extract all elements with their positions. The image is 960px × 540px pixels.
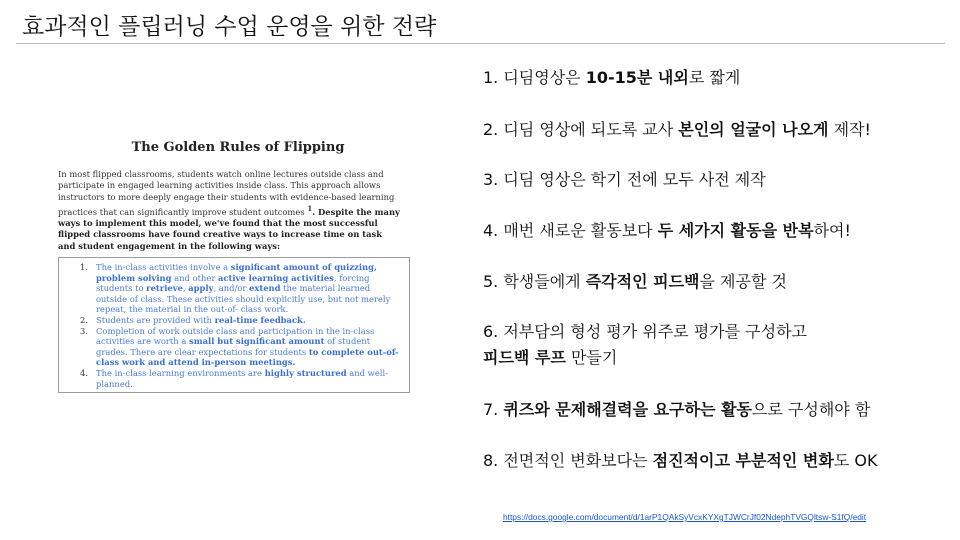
rule-text: , forcing students to [96,272,370,294]
rule-number: 2. [80,314,88,325]
item-emphasis: 두 세가지 활동을 반복 [657,221,814,240]
item-emphasis: 피드백 루프 [483,348,566,367]
strategy-item [483,118,871,142]
rule-item [77,315,403,326]
rule-item [77,326,403,368]
item-text: 4. 매번 새로운 활동보다 [483,221,658,240]
rule-text: of student grades. There are clear expectations for students [96,336,371,357]
item-text: 5. 학생들에게 [483,272,586,291]
strategy-item [483,320,807,344]
item-text: 7. [483,400,504,419]
item-text: 1. 디딤영상은 [483,68,586,87]
item-emphasis: 점진적이고 부분적인 변화 [652,451,834,470]
rule-emphasis: apply [188,283,214,294]
rule-text: Students are provided with [96,314,215,325]
intro-bold: ways to implement this model, we've found that the most successful [58,217,378,228]
item-emphasis: 퀴즈와 문제해결력을 요구하는 활동 [503,400,752,419]
document-excerpt [58,140,418,389]
rule-number: 4. [80,367,88,378]
item-text: 3. 디딤 영상은 학기 전에 모두 사전 제작 [483,170,766,189]
item-text: 하여! [813,221,851,240]
rule-emphasis: active learning activities [217,272,334,283]
rule-emphasis: to complete out-of-class work and attend in-person meetings. [96,346,399,368]
rule-text: and well-planned. [96,367,388,389]
strategy-item [483,398,870,422]
intro-line: instructors to more deeply engage their students with evidence-based learning [58,191,395,202]
slide-title: 효과적인 플립러닝 수업 운영을 위한 전략 [22,14,437,40]
item-text: 8. 전면적인 변화보다는 [483,451,653,470]
item-text: 제작! [828,120,871,139]
item-text: 을 제공할 것 [699,272,787,291]
rule-text: , [182,283,189,294]
strategy-item [483,219,851,243]
rule-emphasis: small but significant amount [189,336,325,347]
rule-text: The in-class learning environments are [96,367,265,378]
rule-text: the material learned outside of class. These activities should explicitly use, but not merely repeat, the material in the out-of- class work. [96,283,391,315]
item-text: 으로 구성해야 함 [751,400,871,419]
document-intro [58,169,418,252]
footnote-marker: 1 [307,203,313,213]
intro-line: participate in engaged learning activities inside class. This approach allows [58,180,381,191]
source-link[interactable]: https://docs.google.com/document/d/1arP1QAkSyVcxKYXgTJWCrJf02NdephTVGQltsw-S1fQ/edit [503,512,867,522]
document-heading: The Golden Rules of Flipping [131,140,345,155]
intro-line: In most flipped classrooms, students watch online lectures outside class and [58,169,384,179]
item-emphasis: 즉각적인 피드백 [585,272,700,291]
rules-box [58,257,410,393]
item-emphasis: 본인의 얼굴이 나오게 [678,120,829,139]
strategy-item [483,270,787,294]
rule-item [77,262,403,315]
rule-emphasis: problem solving [96,272,172,283]
strategy-item [483,66,740,90]
item-text: 도 OK [833,451,878,470]
rule-number: 1. [80,262,88,272]
intro-bold: flipped classrooms have found creative ways to increase time on task [58,229,383,240]
item-text: 만들기 [565,348,618,367]
rule-item [77,368,403,389]
rule-text: The in-class activities involve a [96,262,231,272]
intro-bold: . Despite the many [312,206,400,217]
item-text: 6. 저부담의 형성 평가 위주로 평가를 구성하고 [483,322,807,341]
strategy-item-continued [483,346,617,370]
item-emphasis: 10-15분 내외 [585,68,689,87]
title-divider [16,43,945,44]
rule-number: 3. [80,325,88,336]
strategy-item [483,449,877,473]
rule-emphasis: real-time feedback. [214,314,306,325]
rule-text: , and/or [213,283,250,294]
rules-list [77,262,403,389]
item-text: 로 짧게 [688,68,741,87]
rule-text: Completion of work outside class and participation in the in-class activities are worth a [96,325,375,347]
rule-emphasis: retrieve [146,283,183,294]
rule-emphasis: highly structured [264,367,347,378]
intro-bold: and student engagement in the following ways: [58,240,281,251]
strategy-item [483,168,766,192]
rule-emphasis: significant amount of quizzing, [230,262,377,272]
rule-emphasis: extend [249,283,281,294]
item-text: 2. 디딤 영상에 되도록 교사 [483,120,679,139]
intro-line: practices that can significantly improve student outcomes [58,206,305,217]
rule-text: and other [171,272,218,283]
